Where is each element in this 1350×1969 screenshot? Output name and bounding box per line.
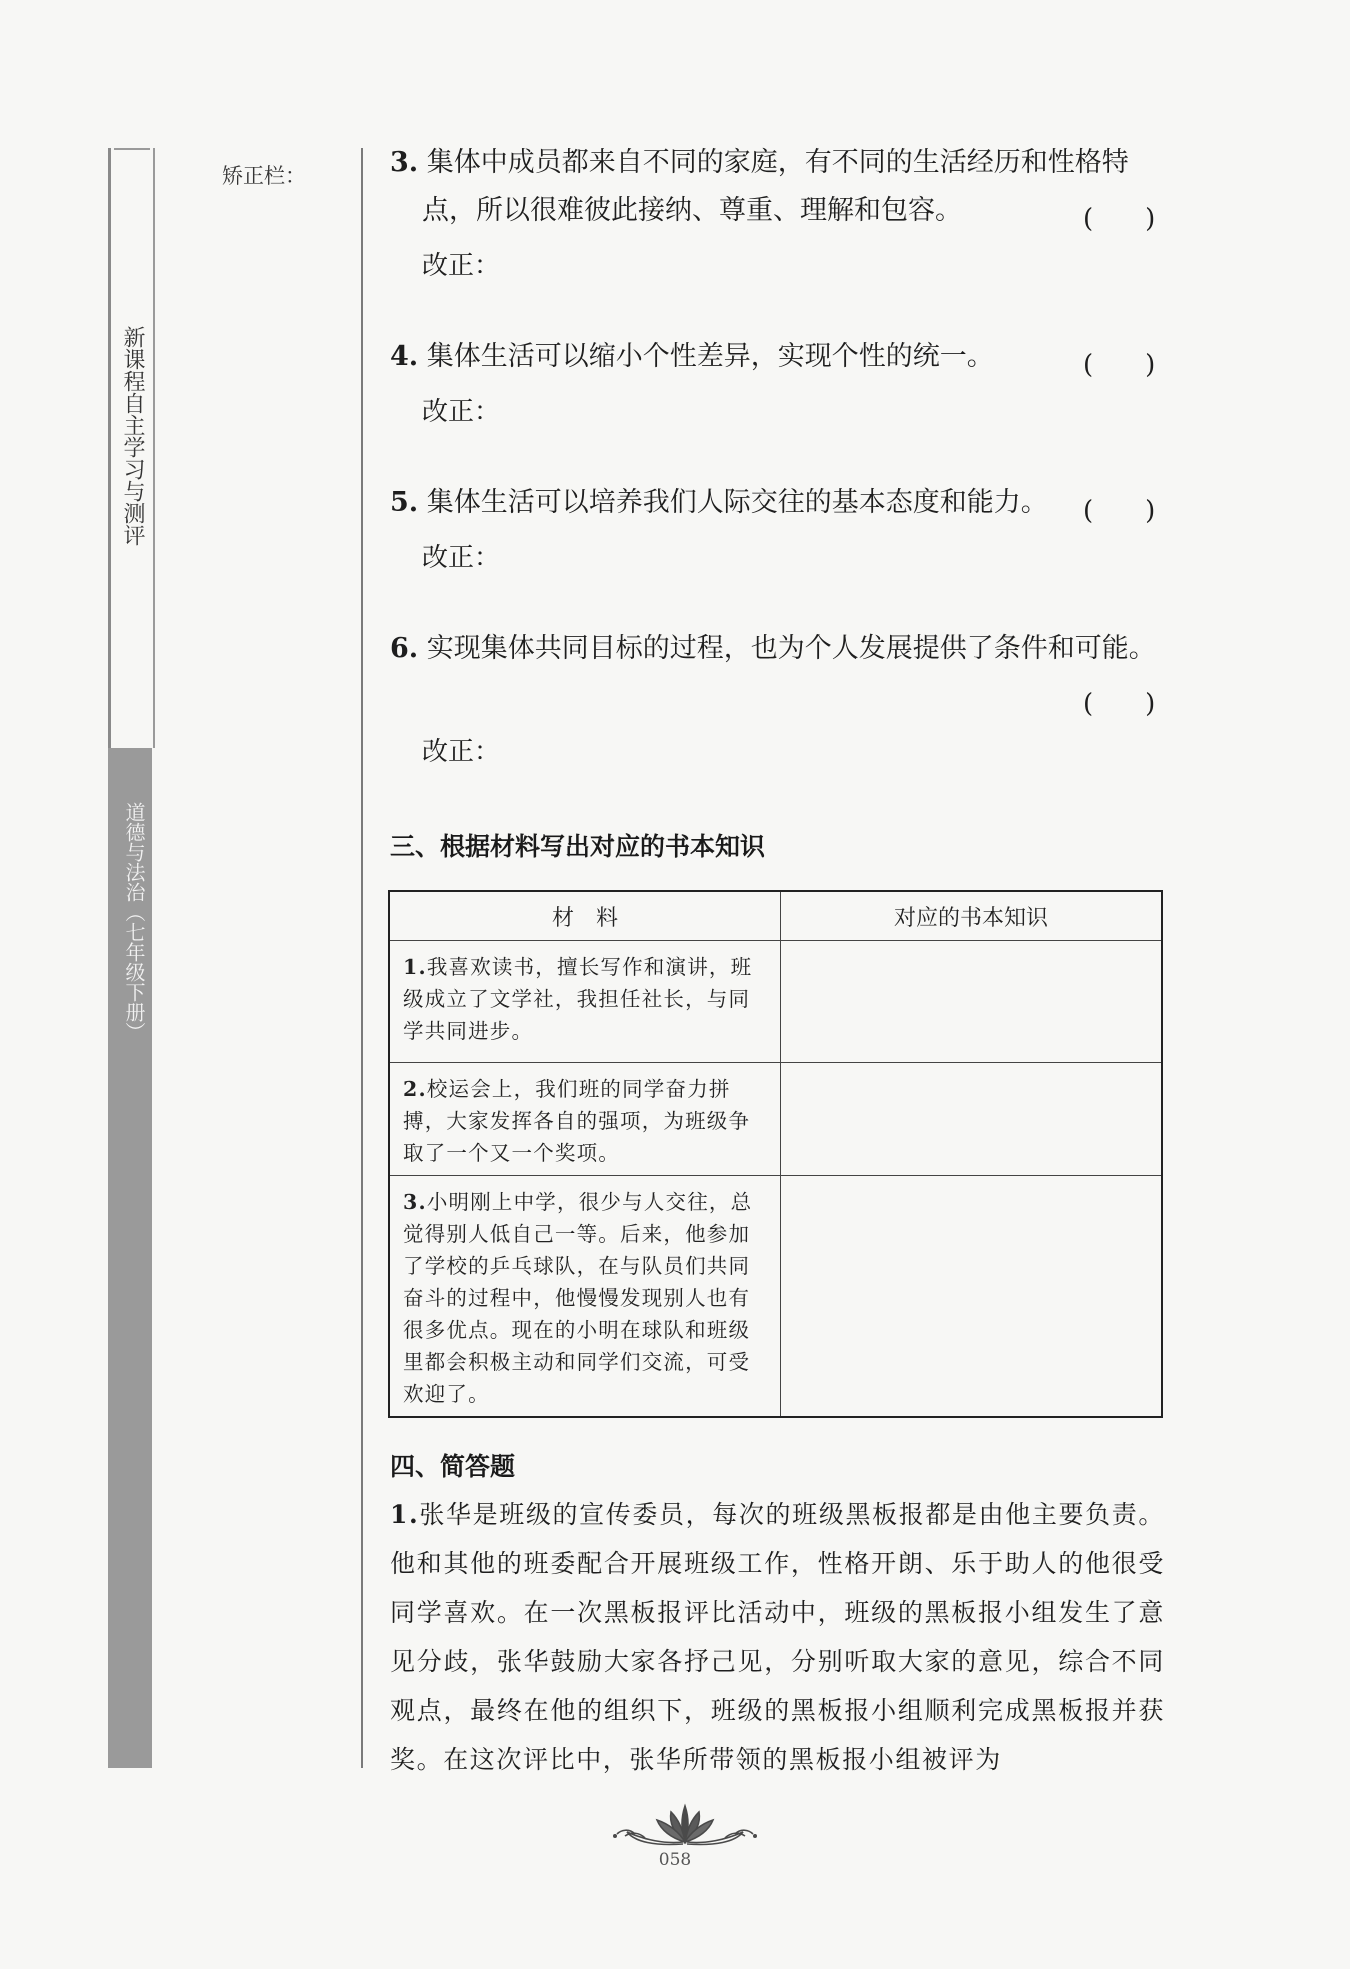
question-text: 集体中成员都来自不同的家庭，有不同的生活经历和性格特 [426, 147, 1129, 178]
section-4-title: 四、简答题 [390, 1452, 516, 1481]
question-number: 1. [390, 1500, 420, 1529]
question-5-line1 [390, 479, 1048, 527]
question-3-line2: 点，所以很难彼此接纳、尊重、理解和包容。 [422, 195, 962, 226]
question-4-line1 [390, 333, 994, 381]
question-text: 集体生活可以缩小个性差异，实现个性的统一。 [426, 341, 994, 372]
material-cell [389, 941, 781, 1063]
answer-paren-6[interactable]: ( ) [1083, 689, 1156, 719]
question-number: 5. [390, 487, 419, 518]
question-number: 6. [390, 633, 419, 664]
fix-label-3: 改正： [422, 251, 501, 281]
fix-label-6: 改正： [422, 737, 501, 767]
material-text: 我喜欢读书，擅长写作和演讲，班级成立了文学社，我担任社长，与同学共同进步。 [403, 955, 753, 1043]
fix-label-4: 改正： [422, 397, 501, 427]
question-text: 实现集体共同目标的过程，也为个人发展提供了条件和可能。 [426, 633, 1156, 664]
table-row [389, 941, 1162, 1063]
material-cell [389, 1176, 781, 1418]
material-cell [389, 1063, 781, 1176]
question-text: 集体生活可以培养我们人际交往的基本态度和能力。 [426, 487, 1048, 518]
answer-cell[interactable] [781, 1176, 1163, 1418]
row-number: 2. [403, 1077, 427, 1101]
table-row [389, 1176, 1162, 1418]
side-tab-subject-title: 道德与法治（七年级下册） [122, 802, 146, 1042]
row-number: 3. [403, 1190, 427, 1214]
column-header-knowledge: 对应的书本知识 [781, 891, 1163, 941]
row-number: 1. [403, 955, 427, 979]
column-header-material: 材 料 [389, 891, 781, 941]
material-text: 小明刚上中学，很少与人交往，总觉得别人低自己一等。后来，他参加了学校的乒乓球队，在与队员们共同奋斗的过程中，他慢慢发现别人也有很多优点。现在的小明在球队和班级里都会积极主动和同学们交流，可受欢迎了。 [403, 1190, 753, 1406]
page-number: 058 [658, 1850, 692, 1870]
correction-column-divider [361, 148, 363, 1768]
correction-column-label: 矫正栏： [222, 164, 306, 188]
question-number: 4. [390, 341, 419, 372]
question-3-line1 [390, 139, 1129, 187]
answer-paren-5[interactable]: ( ) [1083, 496, 1156, 526]
section-3-title: 三、根据材料写出对应的书本知识 [390, 832, 766, 861]
question-6-line1 [390, 625, 1156, 673]
answer-paren-4[interactable]: ( ) [1083, 350, 1156, 380]
question-text: 张华是班级的宣传委员，每次的班级黑板报都是由他主要负责。他和其他的班委配合开展班级工作，性格开朗、乐于助人的他很受同学喜欢。在一次黑板报评比活动中，班级的黑板报小组发生了意见分歧，张华鼓励大家各抒己见，分别听取大家的意见，综合不同观点，最终在他的组织下，班级的黑板报小组顺利完成黑板报并获奖。在这次评比中，张华所带领的黑板报小组被评为 [390, 1500, 1165, 1774]
table-header-row [389, 891, 1162, 941]
question-number: 3. [390, 147, 419, 178]
side-tab-series-title: 新课程自主学习与测评 [120, 326, 145, 546]
table-row [389, 1063, 1162, 1176]
answer-cell[interactable] [781, 1063, 1163, 1176]
materials-table [388, 890, 1163, 1418]
fix-label-5: 改正： [422, 543, 501, 573]
answer-paren-3[interactable]: ( ) [1083, 204, 1156, 234]
lotus-ornament-icon [605, 1800, 765, 1850]
material-text: 校运会上，我们班的同学奋力拼搏，大家发挥各自的强项，为班级争取了一个又一个奖项。 [403, 1077, 751, 1165]
short-answer-question-1 [390, 1490, 1165, 1784]
side-tab-divider [114, 148, 150, 150]
answer-cell[interactable] [781, 941, 1163, 1063]
